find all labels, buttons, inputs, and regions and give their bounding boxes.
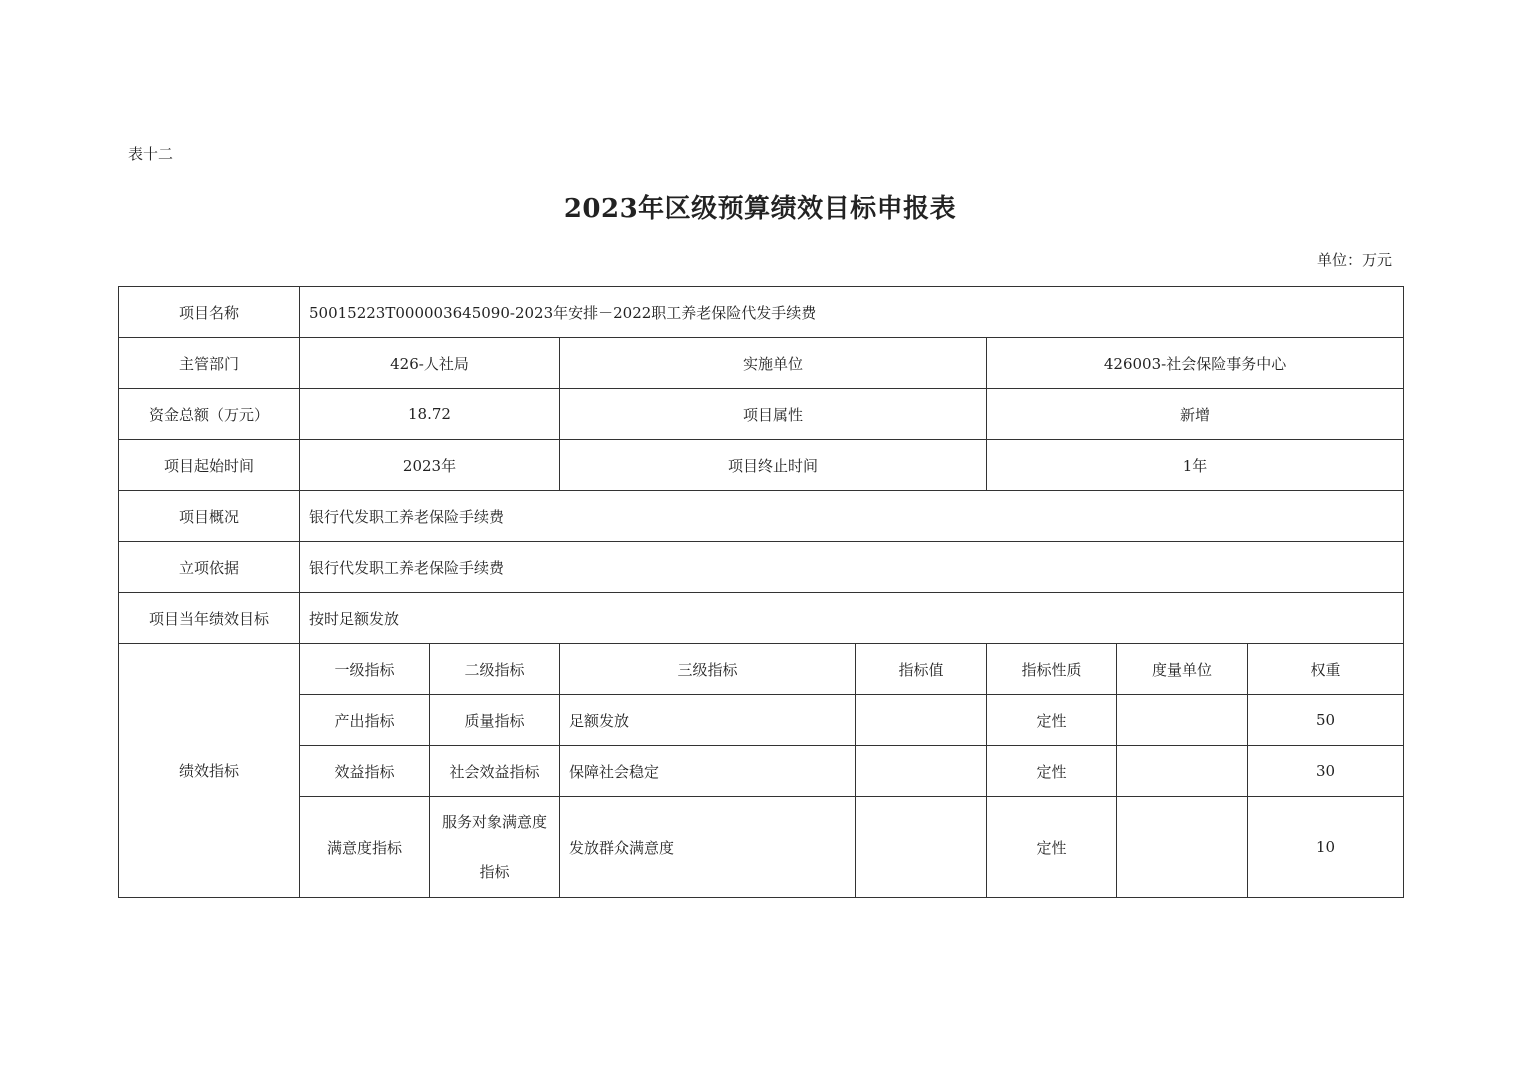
end-label: 项目终止时间 bbox=[560, 440, 987, 491]
table-number: 表十二 bbox=[128, 145, 174, 163]
goal-value: 按时足额发放 bbox=[300, 593, 1404, 644]
indicators-section-label: 绩效指标 bbox=[119, 644, 300, 898]
indicator-weight: 50 bbox=[1248, 695, 1404, 746]
indicator-level3: 足额发放 bbox=[560, 695, 856, 746]
indicator-nature: 定性 bbox=[987, 695, 1117, 746]
indicator-row bbox=[119, 746, 1404, 797]
row-basis bbox=[119, 542, 1404, 593]
funds-value: 18.72 bbox=[300, 389, 560, 440]
header-nature: 指标性质 bbox=[987, 644, 1117, 695]
indicator-level1: 满意度指标 bbox=[300, 797, 430, 898]
row-funds bbox=[119, 389, 1404, 440]
indicator-level3: 发放群众满意度 bbox=[560, 797, 856, 898]
indicator-value bbox=[856, 797, 987, 898]
indicator-row bbox=[119, 797, 1404, 898]
indicator-nature: 定性 bbox=[987, 797, 1117, 898]
indicator-level1: 效益指标 bbox=[300, 746, 430, 797]
indicator-level2: 服务对象满意度指标 bbox=[430, 797, 560, 898]
end-value: 1年 bbox=[987, 440, 1404, 491]
header-level3: 三级指标 bbox=[560, 644, 856, 695]
indicator-weight: 30 bbox=[1248, 746, 1404, 797]
header-value: 指标值 bbox=[856, 644, 987, 695]
indicator-level2: 社会效益指标 bbox=[430, 746, 560, 797]
basis-label: 立项依据 bbox=[119, 542, 300, 593]
row-time bbox=[119, 440, 1404, 491]
indicator-level2: 质量指标 bbox=[430, 695, 560, 746]
overview-label: 项目概况 bbox=[119, 491, 300, 542]
attr-label: 项目属性 bbox=[560, 389, 987, 440]
row-indicator-headers bbox=[119, 644, 1404, 695]
project-name-label: 项目名称 bbox=[119, 287, 300, 338]
indicator-nature: 定性 bbox=[987, 746, 1117, 797]
indicator-unit bbox=[1117, 797, 1248, 898]
impl-value: 426003-社会保险事务中心 bbox=[987, 338, 1404, 389]
indicator-value bbox=[856, 746, 987, 797]
unit-note: 单位：万元 bbox=[1316, 251, 1392, 269]
project-name-value: 50015223T000003645090-2023年安排－2022职工养老保险代发手续费 bbox=[300, 287, 1404, 338]
overview-value: 银行代发职工养老保险手续费 bbox=[300, 491, 1404, 542]
basis-value: 银行代发职工养老保险手续费 bbox=[300, 542, 1404, 593]
indicator-value bbox=[856, 695, 987, 746]
dept-label: 主管部门 bbox=[119, 338, 300, 389]
indicator-level1: 产出指标 bbox=[300, 695, 430, 746]
row-project-name bbox=[119, 287, 1404, 338]
row-department bbox=[119, 338, 1404, 389]
header-level2: 二级指标 bbox=[430, 644, 560, 695]
performance-form-table bbox=[118, 286, 1404, 898]
start-label: 项目起始时间 bbox=[119, 440, 300, 491]
header-level1: 一级指标 bbox=[300, 644, 430, 695]
indicator-unit bbox=[1117, 746, 1248, 797]
row-overview bbox=[119, 491, 1404, 542]
row-goal bbox=[119, 593, 1404, 644]
header-unit: 度量单位 bbox=[1117, 644, 1248, 695]
goal-label: 项目当年绩效目标 bbox=[119, 593, 300, 644]
dept-value: 426-人社局 bbox=[300, 338, 560, 389]
indicator-level3: 保障社会稳定 bbox=[560, 746, 856, 797]
impl-label: 实施单位 bbox=[560, 338, 987, 389]
indicator-weight: 10 bbox=[1248, 797, 1404, 898]
header-weight: 权重 bbox=[1248, 644, 1404, 695]
indicator-unit bbox=[1117, 695, 1248, 746]
page-title: 2023年区级预算绩效目标申报表 bbox=[563, 194, 957, 224]
attr-value: 新增 bbox=[987, 389, 1404, 440]
funds-label: 资金总额（万元） bbox=[119, 389, 300, 440]
start-value: 2023年 bbox=[300, 440, 560, 491]
indicator-row bbox=[119, 695, 1404, 746]
